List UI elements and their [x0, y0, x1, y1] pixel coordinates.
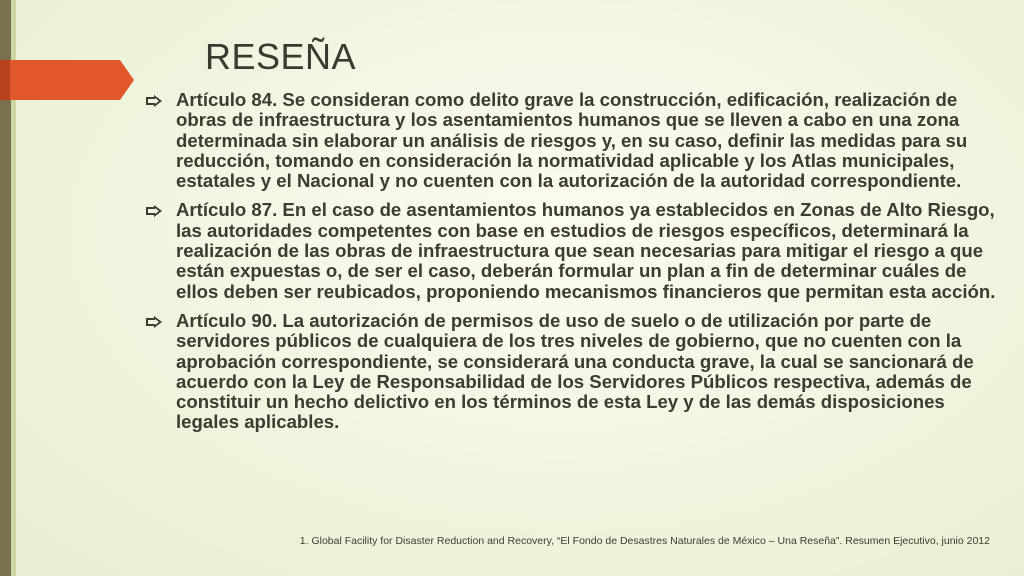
slide-title: RESEÑA [205, 36, 357, 77]
bullet-list [146, 90, 996, 442]
pennant-decoration [0, 0, 140, 120]
bullet-item-articulo-84 [146, 90, 996, 191]
bullet-text: Artículo 90. La autorización de permisos de uso de suelo o de utilización por parte de servidores públicos de cualquiera de los tres niveles de gobierno, que no cuenten con la aprobación correspondiente, se considerará una conducta grave, la cual se sancionará de acuerdo con la Ley de Responsabilidad de los Servidores Públicos respectiva, además de constituir un hecho delictivo en los términos de esta Ley y de las demás disposiciones legales aplicables. [176, 309, 974, 433]
arrow-bullet-icon [146, 205, 162, 217]
footnote: 1. Global Facility for Disaster Reduction and Recovery, “El Fondo de Desastres Naturales de México – Una Reseña”. Resumen Ejecutivo, junio 2012 [299, 535, 990, 547]
bullet-text: Artículo 87. En el caso de asentamientos humanos ya establecidos en Zonas de Alto Riesgo, las autoridades competentes con base en estudios de riesgos específicos, determinará la realización de las obras de infraestructura que sean necesarias para mitigar el riesgo a que están expuestas o, de ser el caso, deberán formular un plan a fin de determinar cuáles de ellos deben ser reubicados, proponiendo mecanismos financieros que permitan esta acción. [176, 199, 996, 302]
bullet-item-articulo-87 [146, 200, 996, 301]
arrow-bullet-icon [146, 95, 162, 107]
bullet-item-articulo-90 [146, 311, 996, 433]
arrow-bullet-icon [146, 316, 162, 328]
bullet-text: Artículo 84. Se consideran como delito grave la construcción, edificación, realización de obras de infraestructura y los asentamientos humanos que se lleven a cabo en una zona determinada sin elaborar un análisis de riesgos y, en su caso, definir las medidas para su reducción, tomando en consideración la normatividad aplicable y los Atlas municipales, estatales y el Nacional y no cuenten con la autorización de la autoridad correspondiente. [176, 89, 968, 192]
